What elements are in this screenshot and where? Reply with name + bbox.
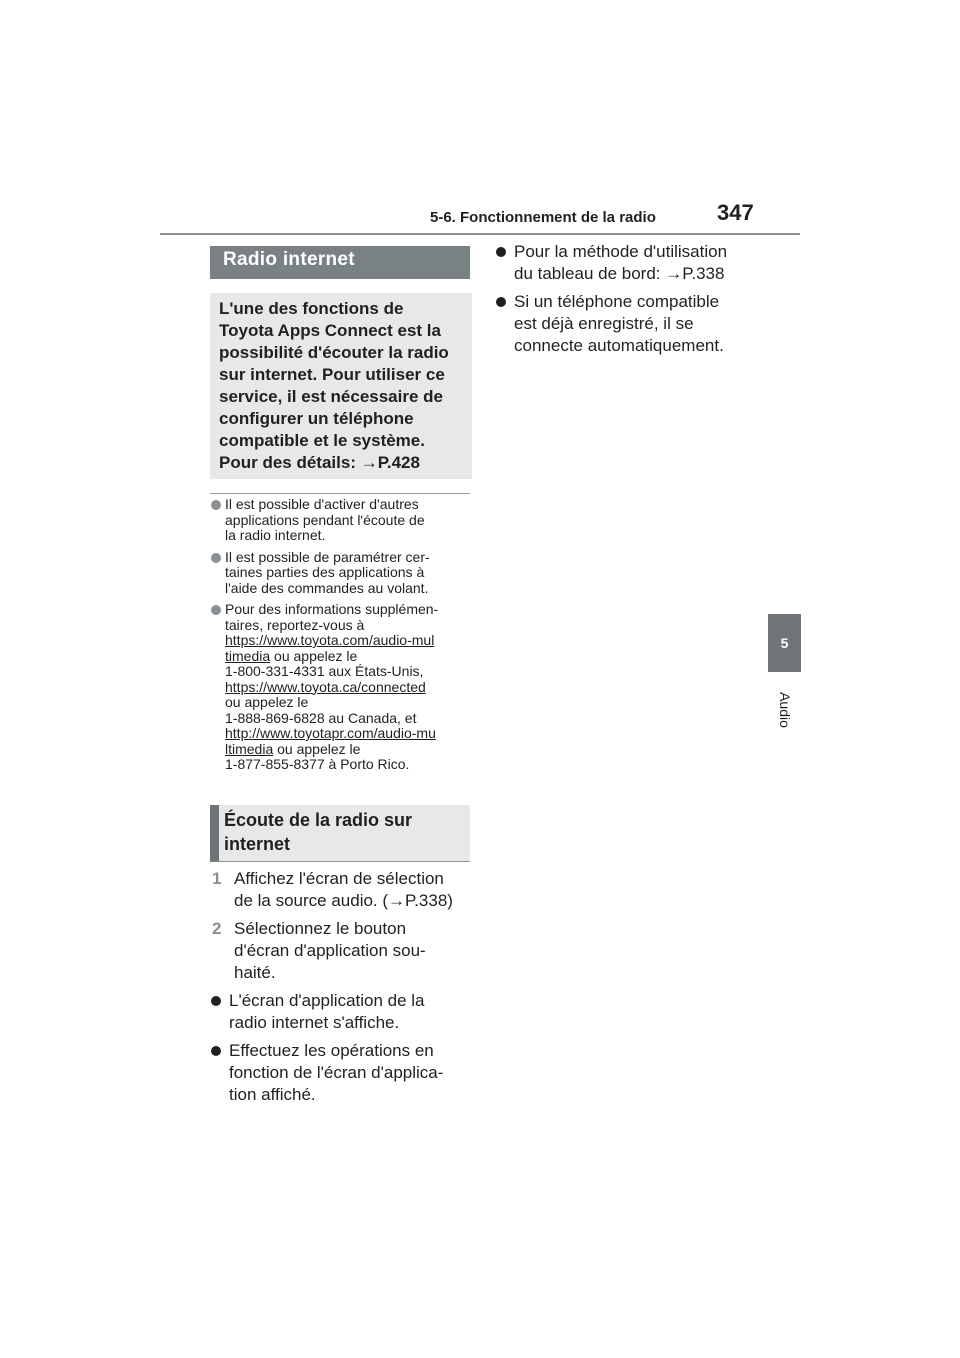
note-line: ou appelez le (225, 694, 309, 710)
intro-line: compatible et le système. (219, 431, 425, 450)
intro-line: Toyota Apps Connect est la (219, 321, 441, 340)
page-number: 347 (717, 200, 754, 225)
note-line: ou appelez le (273, 740, 361, 757)
step-number: 1 (212, 869, 222, 888)
bullet-line: Pour la méthode d'utilisation (514, 242, 728, 261)
intro-line: service, il est nécessaire de (219, 387, 443, 406)
toyota-us-link-cont[interactable]: timedia (225, 647, 271, 664)
intro-line: possibilité d'écouter la radio (219, 343, 449, 362)
toyota-pr-link[interactable]: http://www.toyotapr.com/audio-mu (225, 725, 436, 741)
result-bullets (210, 990, 472, 1106)
chapter-label-text: Audio (776, 692, 793, 728)
note-line: taires, reportez-vous à (225, 616, 365, 633)
note-line: 1-877-855-8377 à Porto Rico. (225, 756, 410, 772)
notes-list (210, 497, 472, 779)
bullet-icon (211, 996, 221, 1006)
chapter-number: 5 (780, 635, 789, 651)
note-bullet-icon (211, 500, 221, 510)
listening-heading (210, 805, 470, 862)
note-line: Pour des informations supplémen- (225, 601, 439, 617)
step-line: de la source audio. (→P.338) (234, 891, 453, 910)
bullet-icon (496, 247, 506, 257)
step-line: d'écran d'application sou- (234, 941, 426, 960)
header-divider (160, 233, 800, 235)
bullet-item (210, 1040, 472, 1106)
heading-line: Écoute de la radio sur (224, 810, 413, 830)
bullet-line: L'écran d'application de la (229, 991, 425, 1010)
radio-internet-heading: Radio internet (210, 246, 470, 279)
step-number: 2 (212, 919, 222, 938)
note-line: 1-888-869-6828 au Canada, et (225, 709, 417, 726)
intro-line: L'une des fonctions de (219, 299, 404, 318)
bullet-line: tion affiché. (229, 1085, 316, 1104)
bullet-line: du tableau de bord: →P.338 (514, 264, 725, 283)
bullet-item (495, 241, 765, 285)
note-line: taines parties des applications à (225, 564, 425, 580)
step-line: Affichez l'écran de sélection (234, 869, 444, 888)
note-line: ou appelez le (270, 647, 358, 664)
bullet-line: Si un téléphone compatible (514, 292, 720, 311)
steps-list (210, 868, 472, 1112)
bullet-item (495, 291, 765, 357)
note-line: Il est possible d'activer d'autres (225, 496, 419, 512)
step-line: haité. (234, 963, 276, 982)
intro-box (210, 293, 472, 479)
note-line: 1-800-331-4331 aux États-Unis, (225, 663, 424, 679)
chapter-tab (768, 614, 801, 672)
right-column (495, 241, 765, 363)
toyota-pr-link-cont[interactable]: ltimedia (225, 740, 274, 757)
intro-divider (210, 493, 470, 494)
bullet-line: est déjà enregistré, il se (514, 314, 694, 333)
bullet-icon (211, 1046, 221, 1056)
toyota-ca-link[interactable]: https://www.toyota.ca/connected (225, 678, 426, 695)
step-item (210, 918, 472, 984)
section-title: 5-6. Fonctionnement de la radio (430, 209, 656, 226)
intro-line: Pour des détails: →P.428 (219, 453, 420, 472)
bullet-line: Effectuez les opérations en (229, 1041, 434, 1060)
note-line: l'aide des commandes au volant. (225, 579, 429, 596)
bullet-line: radio internet s'affiche. (229, 1013, 400, 1032)
note-item (210, 497, 472, 544)
note-bullet-icon (211, 553, 221, 563)
heading-line: internet (224, 834, 291, 854)
bullet-line: fonction de l'écran d'applica- (229, 1063, 444, 1082)
intro-line: configurer un téléphone (219, 409, 414, 428)
step-item (210, 868, 472, 912)
bullet-item (210, 990, 472, 1034)
note-bullet-icon (211, 605, 221, 615)
step-line: Sélectionnez le bouton (234, 919, 407, 938)
note-line: la radio internet. (225, 527, 326, 543)
note-item (210, 550, 472, 597)
note-line: Il est possible de paramétrer cer- (225, 548, 430, 565)
bullet-icon (496, 297, 506, 307)
bullet-line: connecte automatiquement. (514, 336, 724, 355)
intro-line: sur internet. Pour utiliser ce (219, 365, 445, 384)
chapter-label (768, 680, 801, 740)
toyota-us-link[interactable]: https://www.toyota.com/audio-mul (225, 632, 435, 648)
note-item (210, 602, 472, 773)
note-line: applications pendant l'écoute de (225, 511, 425, 528)
